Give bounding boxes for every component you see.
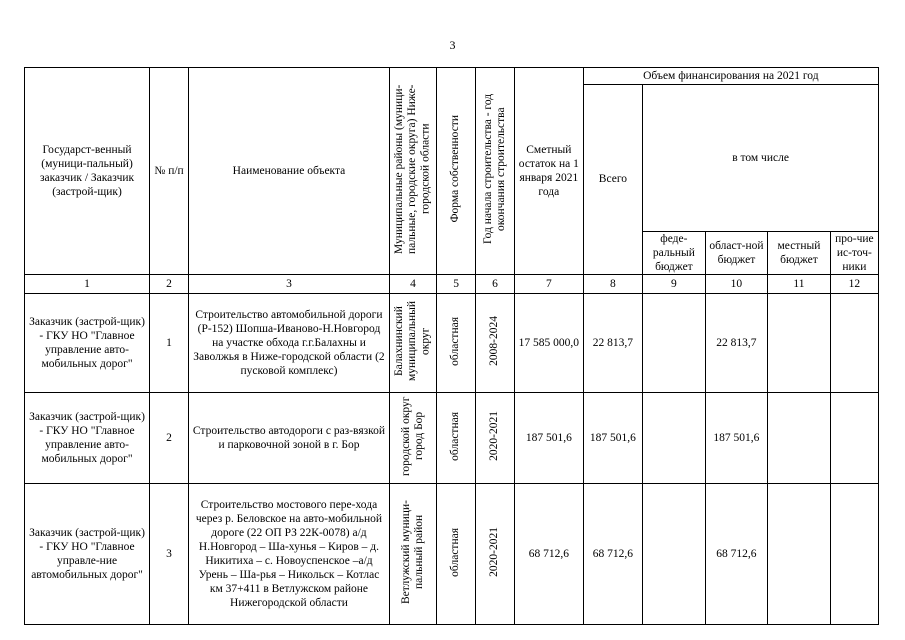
- row-estimate: 187 501,6: [515, 393, 584, 484]
- row-district: городской округ город Бор: [399, 396, 426, 476]
- row-regional: 68 712,6: [705, 484, 768, 625]
- row-object: Строительство автодороги с раз-вязкой и парковочной зоной в г. Бор: [189, 393, 390, 484]
- row-other: [830, 484, 878, 625]
- table-row: [25, 393, 879, 484]
- column-numbers-row: [25, 275, 879, 294]
- row-district: Балахнинский муниципальный округ: [393, 300, 432, 381]
- row-estimate: 68 712,6: [515, 484, 584, 625]
- row-federal: [643, 294, 706, 393]
- header-customer: Государст-венный (муници-пальный) заказчик / Заказчик (застрой-щик): [25, 68, 150, 275]
- header-object-name: Наименование объекта: [189, 68, 390, 275]
- row-number: 1: [150, 294, 189, 393]
- row-object: Строительство автомобильной дороги (Р-152) Шопша-Иваново-Н.Новгород на участке обхода г.г.Балахны и Заволжья в Ниже-городской области (2 пусковой комплекс): [189, 294, 390, 393]
- row-other: [830, 294, 878, 393]
- table-row: [25, 294, 879, 393]
- header-ownership: Форма собственности: [449, 115, 462, 223]
- row-total: 22 813,7: [583, 294, 642, 393]
- row-total: 68 712,6: [583, 484, 642, 625]
- column-number: 2: [150, 275, 189, 294]
- column-number: 1: [25, 275, 150, 294]
- row-customer: Заказчик (застрой-щик) - ГКУ НО "Главное управление авто-мобильных дорог": [25, 294, 150, 393]
- column-number: 4: [389, 275, 436, 294]
- row-number: 2: [150, 393, 189, 484]
- construction-financing-table: [24, 67, 879, 625]
- header-ownership-cell: [437, 68, 476, 275]
- row-years: 2020-2021: [488, 411, 501, 461]
- row-ownership: областная: [449, 316, 462, 366]
- row-years-cell: [476, 393, 515, 484]
- header-regional: област-ной бюджет: [705, 231, 768, 274]
- row-regional: 187 501,6: [705, 393, 768, 484]
- row-other: [830, 393, 878, 484]
- row-district-cell: [389, 393, 436, 484]
- column-number: 7: [515, 275, 584, 294]
- header-federal: феде-ральный бюджет: [643, 231, 706, 274]
- row-years-cell: [476, 484, 515, 625]
- row-years: 2020-2021: [488, 527, 501, 577]
- header-number: № п/п: [150, 68, 189, 275]
- row-ownership-cell: [437, 484, 476, 625]
- header-row-top: [25, 68, 879, 85]
- column-number: 5: [437, 275, 476, 294]
- table-row: [25, 484, 879, 625]
- row-local: [768, 393, 831, 484]
- row-total: 187 501,6: [583, 393, 642, 484]
- row-customer: Заказчик (застрой-щик) - ГКУ НО "Главное управление авто-мобильных дорог": [25, 393, 150, 484]
- row-number: 3: [150, 484, 189, 625]
- column-number: 9: [643, 275, 706, 294]
- header-years: Год начала строительства - год окончания строительства: [481, 93, 508, 245]
- header-including: в том числе: [643, 85, 879, 232]
- row-years-cell: [476, 294, 515, 393]
- column-number: 11: [768, 275, 831, 294]
- row-years: 2008-2024: [488, 316, 501, 366]
- row-local: [768, 484, 831, 625]
- column-number: 10: [705, 275, 768, 294]
- header-other: про-чие ис-точ-ники: [830, 231, 878, 274]
- header-districts-cell: [389, 68, 436, 275]
- row-regional: 22 813,7: [705, 294, 768, 393]
- row-ownership-cell: [437, 294, 476, 393]
- row-estimate: 17 585 000,0: [515, 294, 584, 393]
- row-ownership-cell: [437, 393, 476, 484]
- header-years-cell: [476, 68, 515, 275]
- column-number: 6: [476, 275, 515, 294]
- row-district-cell: [389, 294, 436, 393]
- row-district-cell: [389, 484, 436, 625]
- column-number: 3: [189, 275, 390, 294]
- header-districts: Муниципальные районы (муници-пальные, городские округа) Ниже-городской области: [393, 84, 432, 254]
- header-funding-2021: Объем финансирования на 2021 год: [583, 68, 878, 85]
- row-local: [768, 294, 831, 393]
- row-object: Строительство мостового пере-хода через р. Беловское на авто-мобильной дороге (22 ОП РЗ 22К-0078) а/д Н.Новгород – Ша-хунья – Киров – д. Никитиха – с. Новоуспенское –а/д Урень – Ша-рья – Никольск – Котлас км 37+411 в Ветлужском районе Нижегородской области: [189, 484, 390, 625]
- column-number: 12: [830, 275, 878, 294]
- row-district: Ветлужский муници-пальный район: [399, 500, 426, 604]
- row-ownership: областная: [449, 411, 462, 461]
- header-total: Всего: [583, 85, 642, 275]
- header-local: местный бюджет: [768, 231, 831, 274]
- page-number: 3: [449, 38, 456, 52]
- row-customer: Заказчик (застрой-щик) - ГКУ НО "Главное управле-ние автомобильных дорог": [25, 484, 150, 625]
- header-estimate: Сметный остаток на 1 января 2021 года: [515, 68, 584, 275]
- row-federal: [643, 393, 706, 484]
- row-federal: [643, 484, 706, 625]
- column-number: 8: [583, 275, 642, 294]
- row-ownership: областная: [449, 527, 462, 577]
